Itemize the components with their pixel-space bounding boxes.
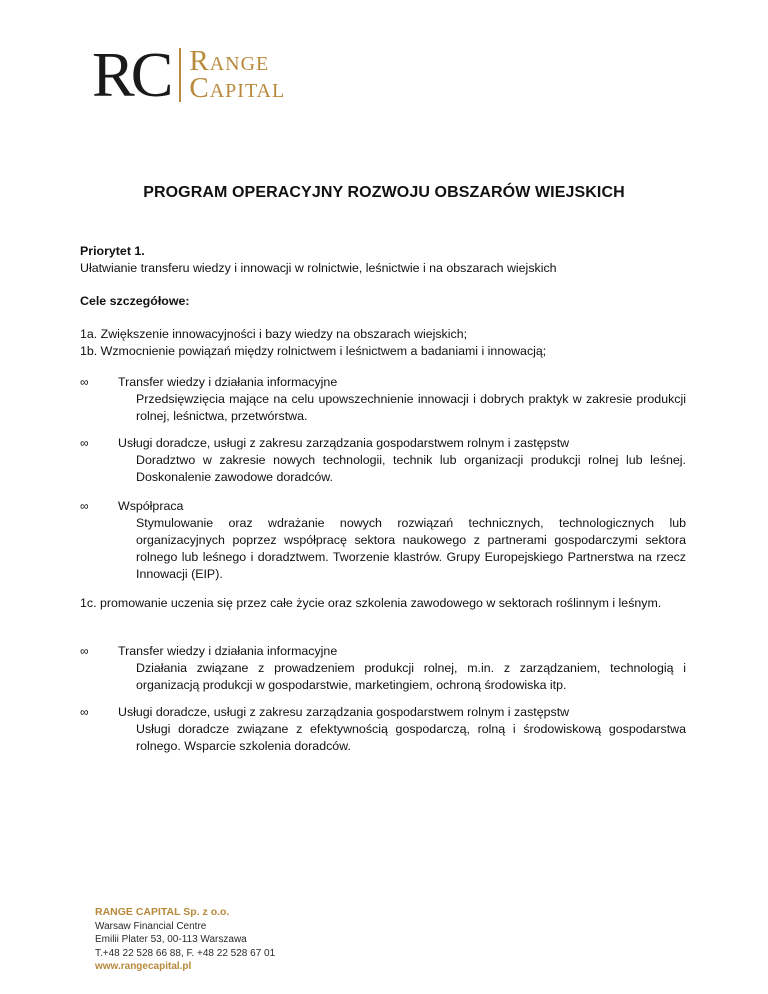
- goals-heading: Cele szczegółowe:: [80, 294, 190, 308]
- goal-1a: 1a. Zwiększenie innowacyjności i bazy wiedzy na obszarach wiejskich;: [80, 327, 468, 341]
- bullet-icon: ∞: [80, 644, 89, 658]
- logo-word-range: Range: [189, 45, 270, 77]
- company-footer: [95, 906, 275, 974]
- list-item-description: Przedsięwzięcia mające na celu upowszechnienie innowacji i dobrych praktyk w zakresie produkcji rolnej, leśnictwa, przetwórstwa.: [136, 392, 686, 423]
- list-item-heading: Transfer wiedzy i działania informacyjne: [118, 644, 338, 658]
- list-item-heading: Usługi doradcze, usługi z zakresu zarządzania gospodarstwem rolnym i zastępstw: [118, 436, 570, 450]
- footer-phone-fax: T.+48 22 528 66 88, F. +48 22 528 67 01: [95, 947, 276, 959]
- goal-1c: 1c. promowanie uczenia się przez całe życie oraz szkolenia zawodowego w sektorach roślinnym i leśnym.: [80, 596, 662, 610]
- logo-word-capital: Capital: [189, 72, 286, 104]
- document-title: PROGRAM OPERACYJNY ROZWOJU OBSZARÓW WIEJSKICH: [143, 184, 625, 201]
- footer-address: Emilii Plater 53, 00-113 Warszawa: [95, 934, 247, 945]
- list-item-heading: Współpraca: [118, 499, 184, 513]
- priority-text: Ułatwianie transferu wiedzy i innowacji w rolnictwie, leśnictwie i na obszarach wiejskich: [80, 261, 557, 275]
- priority-label: Priorytet 1.: [80, 244, 145, 258]
- list-item-description: Stymulowanie oraz wdrażanie nowych rozwiązań technicznych, technologicznych lub organizacyjnych poprzez współpracę sektora naukowego z partnerami gospodarczymi sektora rolnego lub leśnego i doradztwem. Tworzenie klastrów. Grupy Europejskiego Partnerstwa na rzecz Innowacji (EIP).: [136, 516, 686, 581]
- footer-website-link[interactable]: www.rangecapital.pl: [95, 961, 192, 972]
- list-item: [80, 498, 686, 583]
- list-item-description: Działania związane z prowadzeniem produkcji rolnej, m.in. z zarządzaniem, technologią i organizacją produkcji w gospodarstwie, marketingiem, ochroną środowiska itp.: [136, 661, 686, 692]
- list-item-description: Doradztwo w zakresie nowych technologii, technik lub organizacji produkcji rolnej lub leśnej. Doskonalenie zawodowe doradców.: [136, 453, 686, 484]
- list-item: [80, 435, 686, 486]
- logo-wordmark: [189, 45, 286, 104]
- list-item-heading: Usługi doradcze, usługi z zakresu zarządzania gospodarstwem rolnym i zastępstw: [118, 705, 570, 719]
- bullet-icon: ∞: [80, 499, 89, 513]
- footer-building: Warsaw Financial Centre: [95, 920, 207, 932]
- logo-divider: [179, 48, 181, 102]
- list-item: [80, 643, 686, 694]
- list-item-heading: Transfer wiedzy i działania informacyjne: [118, 375, 338, 389]
- list-item-description: Usługi doradcze związane z efektywnością gospodarczą, rolną i środowiskową gospodarstwa rolnego. Wsparcie szkolenia doradców.: [136, 722, 686, 753]
- range-capital-logo: [92, 39, 286, 110]
- bullet-icon: ∞: [80, 436, 89, 450]
- list-item: [80, 704, 686, 755]
- footer-company-name: RANGE CAPITAL Sp. z o.o.: [95, 906, 230, 918]
- list-item: [80, 374, 686, 425]
- bullet-icon: ∞: [80, 375, 89, 389]
- bullet-icon: ∞: [80, 705, 89, 719]
- goal-1b: 1b. Wzmocnienie powiązań między rolnictwem i leśnictwem a badaniami i innowacją;: [80, 344, 547, 358]
- logo-monogram: RC: [92, 39, 170, 110]
